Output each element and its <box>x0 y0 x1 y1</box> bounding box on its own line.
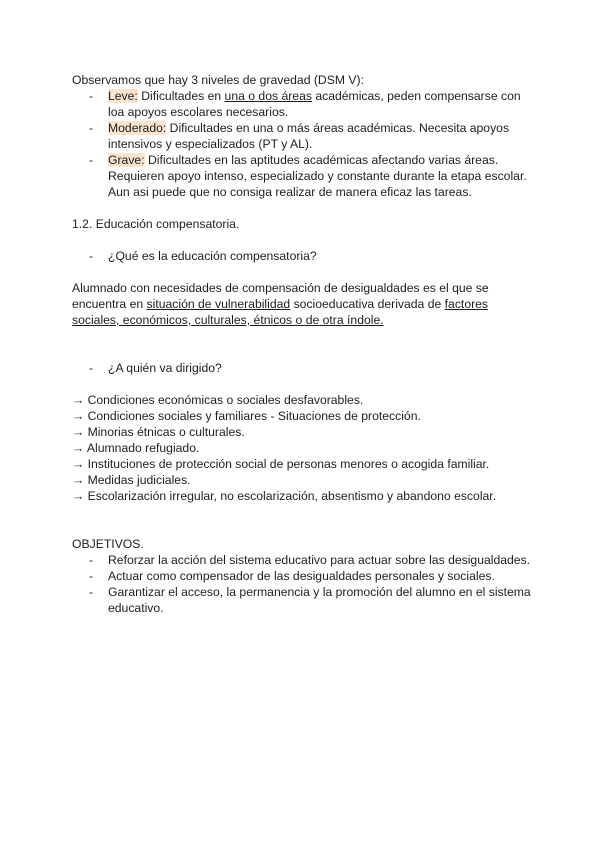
objective-item: - Reforzar la acción del sistema educativo para actuar sobre las desigualdades. <box>72 552 532 568</box>
label-grave: Grave: <box>108 153 145 167</box>
objective-item: - Actuar como compensador de las desigualdades personales y sociales. <box>72 568 532 584</box>
question-what-is: - ¿Qué es la educación compensatoria? <box>72 248 532 264</box>
question-list-2 <box>72 360 532 376</box>
section-heading: 1.2. Educación compensatoria. <box>72 217 240 231</box>
underlined-text: factores sociales, económicos, culturales, étnicos o de otra índole. <box>72 297 489 327</box>
objective-item: - Garantizar el acceso, la permanencia y la promoción del alumno en el sistema educativo. <box>72 584 532 616</box>
label-moderado: Moderado: <box>108 121 167 135</box>
target-item: → Medidas judiciales. <box>72 473 191 487</box>
underlined-text: una o dos áreas <box>224 89 312 103</box>
underlined-text: situación de vulnerabilidad <box>146 297 291 311</box>
question-list-1 <box>72 248 532 264</box>
definition-paragraph: Alumnado con necesidades de compensación de desigualdades es el que se encuentra en situación de vulnerabilidad socioeducativa derivada de factores sociales, económicos, culturales, étnicos o de otra índole. <box>72 281 489 327</box>
intro-text: Observamos que hay 3 niveles de gravedad (DSM V): <box>72 73 364 87</box>
list-item-leve: - Leve: Dificultades en una o dos áreas académicas, peden compensarse con loa apoyos escolares necesarios. <box>72 88 532 120</box>
list-item-moderado: - Moderado: Dificultades en una o más áreas académicas. Necesita apoyos intensivos y especializados (PT y AL). <box>72 120 532 152</box>
question-who: - ¿A quién va dirigido? <box>72 360 532 376</box>
target-list <box>72 392 532 504</box>
severity-levels-list <box>72 88 532 200</box>
label-leve: Leve: <box>108 89 138 103</box>
objectives-heading: OBJETIVOS. <box>72 537 144 551</box>
target-item: → Alumnado refugiado. <box>72 441 200 455</box>
target-item: → Escolarización irregular, no escolarización, absentismo y abandono escolar. <box>72 489 497 503</box>
objectives-list <box>72 552 532 616</box>
target-item: → Instituciones de protección social de personas menores o acogida familiar. <box>72 457 490 471</box>
document-page <box>72 72 532 616</box>
target-item: → Minorias étnicas o culturales. <box>72 425 245 439</box>
list-item-grave: - Grave: Dificultades en las aptitudes académicas afectando varias áreas. Requieren apoyo intenso, especializado y constante durante la etapa escolar. Aun asi puede que no consiga realizar de manera eficaz las tareas. <box>72 152 532 200</box>
target-item: → Condiciones sociales y familiares - Situaciones de protección. <box>72 409 421 423</box>
target-item: → Condiciones económicas o sociales desfavorables. <box>72 393 364 407</box>
